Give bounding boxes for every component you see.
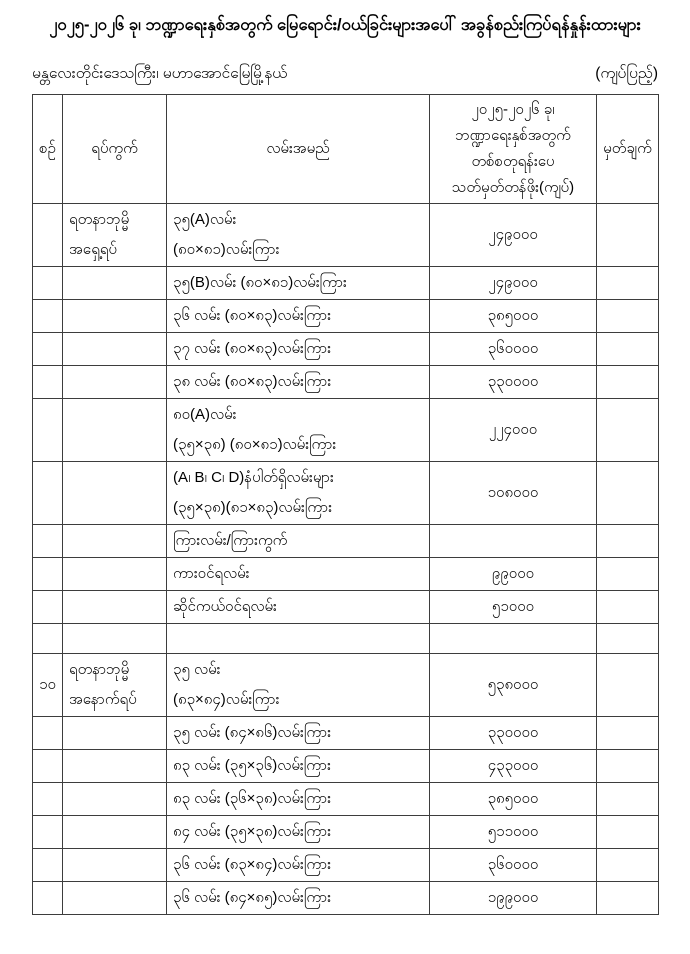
cell-remark bbox=[597, 300, 659, 333]
cell-value: ၉၉၀၀၀ bbox=[430, 558, 597, 591]
currency-unit-note: (ကျပ်ပြည့်) bbox=[595, 65, 658, 83]
cell-serial bbox=[33, 267, 63, 300]
table-row bbox=[33, 654, 659, 717]
land-value-table bbox=[32, 94, 659, 915]
column-header-value: ၂၀၂၅-၂၀၂၆ ခု၊ ဘဏ္ဍာရေးနှစ်အတွက် တစ်စတုရန်းပေ သတ်မှတ်တန်ဖိုး(ကျပ်) bbox=[430, 95, 597, 204]
table-body bbox=[33, 204, 659, 915]
column-header-serial: စဉ် bbox=[33, 95, 63, 204]
cell-street: ၃၅(B)လမ်း (၈၀×၈၁)လမ်းကြား bbox=[167, 267, 430, 300]
region-township-label: မန္တလေးတိုင်းဒေသကြီး၊ မဟာအောင်မြေမြို့နယ် bbox=[32, 65, 288, 83]
cell-ward bbox=[63, 624, 167, 654]
table-row bbox=[33, 300, 659, 333]
table-row bbox=[33, 204, 659, 267]
column-header-ward: ရပ်ကွက် bbox=[63, 95, 167, 204]
cell-ward bbox=[63, 558, 167, 591]
cell-street: ကြားလမ်း/ကြားကွက် bbox=[167, 525, 430, 558]
table-header-row bbox=[33, 95, 659, 204]
cell-remark bbox=[597, 750, 659, 783]
document-title: ၂၀၂၅-၂၀၂၆ ခု၊ ဘဏ္ဍာရေးနှစ်အတွက် မြေရောင်း/ဝယ်ခြင်းများအပေါ် အခွန်စည်းကြပ်ရန်နှုန်းထားများ bbox=[49, 16, 641, 34]
cell-street: ၈၀(A)လမ်း (၃၅×၃၈) (၈၀×၈၁)လမ်းကြား bbox=[167, 399, 430, 462]
table-row bbox=[33, 333, 659, 366]
cell-street: ၃၅ လမ်း (၈၄×၈၆)လမ်းကြား bbox=[167, 717, 430, 750]
cell-remark bbox=[597, 462, 659, 525]
cell-street: ၈၃ လမ်း (၃၅×၃၆)လမ်းကြား bbox=[167, 750, 430, 783]
column-header-remark: မှတ်ချက် bbox=[597, 95, 659, 204]
cell-serial bbox=[33, 366, 63, 399]
cell-value: ၁၀၈၀၀၀ bbox=[430, 462, 597, 525]
table-row bbox=[33, 750, 659, 783]
table-row bbox=[33, 591, 659, 624]
cell-ward bbox=[63, 591, 167, 624]
cell-remark bbox=[597, 816, 659, 849]
cell-remark bbox=[597, 717, 659, 750]
subtitle-row bbox=[32, 63, 658, 86]
cell-ward bbox=[63, 849, 167, 882]
cell-street: ၃၇ လမ်း (၈၀×၈၃)လမ်းကြား bbox=[167, 333, 430, 366]
cell-value: ၅၁၁၀၀၀ bbox=[430, 816, 597, 849]
cell-remark bbox=[597, 366, 659, 399]
cell-value: ၃၈၅၀၀၀ bbox=[430, 300, 597, 333]
table-row bbox=[33, 717, 659, 750]
cell-serial bbox=[33, 591, 63, 624]
cell-ward bbox=[63, 267, 167, 300]
cell-serial bbox=[33, 849, 63, 882]
cell-street: ကားဝင်ရလမ်း bbox=[167, 558, 430, 591]
table-row bbox=[33, 849, 659, 882]
table-row bbox=[33, 462, 659, 525]
cell-serial bbox=[33, 882, 63, 915]
cell-serial bbox=[33, 399, 63, 462]
cell-remark bbox=[597, 399, 659, 462]
cell-serial bbox=[33, 333, 63, 366]
column-header-street: လမ်းအမည် bbox=[167, 95, 430, 204]
cell-ward bbox=[63, 366, 167, 399]
cell-value: ၃၆၀၀၀၀ bbox=[430, 849, 597, 882]
cell-value: ၃၃၀၀၀၀ bbox=[430, 717, 597, 750]
cell-serial bbox=[33, 816, 63, 849]
cell-remark bbox=[597, 624, 659, 654]
cell-serial bbox=[33, 717, 63, 750]
cell-ward bbox=[63, 399, 167, 462]
cell-serial bbox=[33, 783, 63, 816]
cell-ward bbox=[63, 717, 167, 750]
cell-street: ၃၈ လမ်း (၈၀×၈၃)လမ်းကြား bbox=[167, 366, 430, 399]
cell-remark bbox=[597, 204, 659, 267]
cell-value: ၂၄၉၀၀၀ bbox=[430, 267, 597, 300]
cell-value: ၂၂၄၀၀၀ bbox=[430, 399, 597, 462]
cell-value: ၁၉၉၀၀၀ bbox=[430, 882, 597, 915]
cell-remark bbox=[597, 558, 659, 591]
table-row bbox=[33, 399, 659, 462]
cell-serial: ၁၀ bbox=[33, 654, 63, 717]
cell-serial bbox=[33, 624, 63, 654]
cell-remark bbox=[597, 591, 659, 624]
cell-remark bbox=[597, 783, 659, 816]
table-row bbox=[33, 366, 659, 399]
cell-street: ၃၆ လမ်း (၈၄×၈၅)လမ်းကြား bbox=[167, 882, 430, 915]
cell-serial bbox=[33, 558, 63, 591]
cell-ward bbox=[63, 783, 167, 816]
cell-serial bbox=[33, 300, 63, 333]
cell-street: ဆိုင်ကယ်ဝင်ရလမ်း bbox=[167, 591, 430, 624]
cell-ward: ရတနာဘုမ္မိ အနောက်ရပ် bbox=[63, 654, 167, 717]
cell-remark bbox=[597, 525, 659, 558]
cell-value: ၄၃၃၀၀၀ bbox=[430, 750, 597, 783]
cell-value: ၃၃၀၀၀၀ bbox=[430, 366, 597, 399]
cell-ward bbox=[63, 816, 167, 849]
cell-value: ၃၈၅၀၀၀ bbox=[430, 783, 597, 816]
cell-street: ၈၃ လမ်း (၃၆×၃၈)လမ်းကြား bbox=[167, 783, 430, 816]
cell-value: ၃၆၀၀၀၀ bbox=[430, 333, 597, 366]
cell-remark bbox=[597, 267, 659, 300]
table-row bbox=[33, 267, 659, 300]
cell-remark bbox=[597, 882, 659, 915]
table-row bbox=[33, 558, 659, 591]
table-row bbox=[33, 624, 659, 654]
cell-ward bbox=[63, 300, 167, 333]
cell-value bbox=[430, 624, 597, 654]
cell-street: ၃၅(A)လမ်း (၈၀×၈၁)လမ်းကြား bbox=[167, 204, 430, 267]
cell-remark bbox=[597, 333, 659, 366]
cell-street: ၈၄ လမ်း (၃၅×၃၈)လမ်းကြား bbox=[167, 816, 430, 849]
cell-ward bbox=[63, 882, 167, 915]
cell-street: ၃၆ လမ်း (၈၀×၈၃)လမ်းကြား bbox=[167, 300, 430, 333]
cell-ward bbox=[63, 525, 167, 558]
cell-street bbox=[167, 624, 430, 654]
table-row bbox=[33, 816, 659, 849]
cell-value: ၂၄၉၀၀၀ bbox=[430, 204, 597, 267]
cell-street: ၃၅ လမ်း (၈၃×၈၄)လမ်းကြား bbox=[167, 654, 430, 717]
cell-street: ၃၆ လမ်း (၈၃×၈၄)လမ်းကြား bbox=[167, 849, 430, 882]
cell-ward: ရတနာဘုမ္မိ အရှေ့ရပ် bbox=[63, 204, 167, 267]
table-row bbox=[33, 783, 659, 816]
cell-value bbox=[430, 525, 597, 558]
cell-serial bbox=[33, 204, 63, 267]
cell-ward bbox=[63, 333, 167, 366]
cell-serial bbox=[33, 462, 63, 525]
cell-serial bbox=[33, 750, 63, 783]
table-row bbox=[33, 882, 659, 915]
cell-value: ၅၃၈၀၀၀ bbox=[430, 654, 597, 717]
cell-serial bbox=[33, 525, 63, 558]
cell-remark bbox=[597, 849, 659, 882]
table-row bbox=[33, 525, 659, 558]
cell-ward bbox=[63, 462, 167, 525]
cell-value: ၅၁၀၀၀ bbox=[430, 591, 597, 624]
cell-remark bbox=[597, 654, 659, 717]
cell-street: (A၊ B၊ C၊ D)နံပါတ်ရှိလမ်းများ (၃၅×၃၈)(၈၁×၈၃)လမ်းကြား bbox=[167, 462, 430, 525]
cell-ward bbox=[63, 750, 167, 783]
